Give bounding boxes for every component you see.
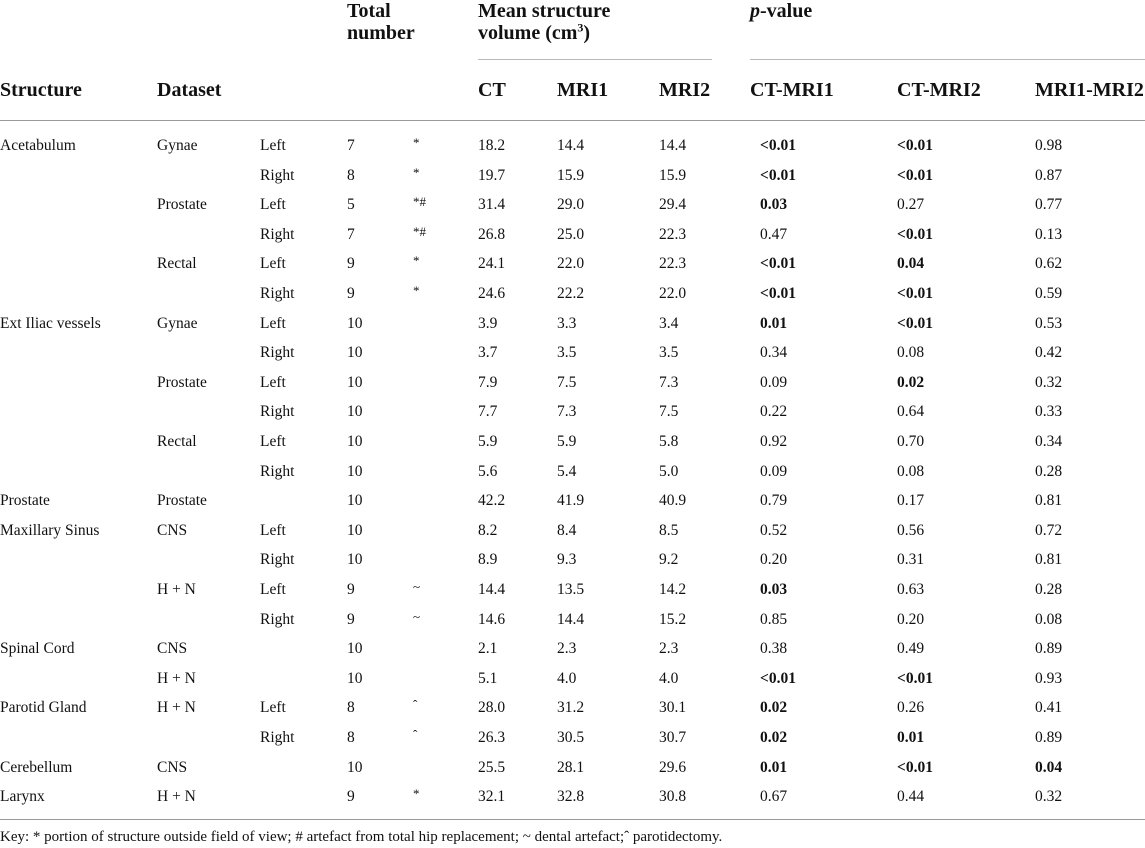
table-row [0, 664, 1145, 694]
cell-ct: 8.2 [478, 521, 498, 539]
cell-note: * [413, 164, 420, 180]
cell-p-ct-mri1: 0.03 [760, 196, 788, 214]
cell-total-number: 10 [347, 344, 363, 362]
cell-ct: 7.7 [478, 403, 498, 421]
header-pvalue-p: p [750, 0, 760, 22]
header-mean-volume [478, 0, 610, 44]
cell-ct: 3.7 [478, 344, 498, 362]
cell-p-ct-mri2: 0.08 [897, 462, 925, 480]
cell-dataset: Gynae [157, 137, 198, 154]
cell-ct: 18.2 [478, 137, 506, 154]
cell-mri2: 5.8 [659, 433, 679, 450]
header-total-line1: Total [347, 0, 391, 22]
cell-mri1: 15.9 [557, 166, 585, 184]
cell-mri2: 8.5 [659, 521, 679, 539]
header-rule-pvalue [750, 59, 1145, 60]
cell-dataset: Rectal [157, 433, 197, 450]
cell-p-ct-mri2: <0.01 [897, 285, 933, 302]
header-rule-mean [478, 59, 712, 60]
header-ct-mri1: CT-MRI1 [750, 79, 834, 101]
cell-total-number: 5 [347, 196, 355, 214]
cell-mri1: 7.3 [557, 403, 577, 421]
cell-p-ct-mri2: 0.31 [897, 551, 925, 569]
cell-side: Right [260, 551, 295, 569]
header-structure: Structure [0, 79, 82, 101]
cell-ct: 24.6 [478, 285, 506, 302]
cell-p-ct-mri2: <0.01 [897, 669, 933, 687]
cell-p-ct-mri1: 0.85 [760, 610, 788, 628]
cell-side: Left [260, 137, 286, 154]
cell-dataset: Rectal [157, 255, 197, 273]
cell-p-ct-mri1: <0.01 [760, 255, 796, 273]
cell-ct: 26.8 [478, 225, 506, 243]
table-row [0, 161, 1145, 191]
cell-side: Right [260, 166, 295, 184]
cell-mri2: 3.5 [659, 344, 679, 362]
table-row [0, 486, 1145, 516]
cell-side: Right [260, 729, 295, 746]
cell-total-number: 8 [347, 166, 355, 184]
cell-total-number: 9 [347, 788, 355, 806]
header-mean-prefix: volume (cm [478, 22, 578, 44]
cell-p-ct-mri1: 0.01 [760, 314, 788, 332]
cell-p-mri1-mri2: 0.34 [1035, 433, 1063, 450]
table-row [0, 457, 1145, 487]
cell-p-ct-mri1: 0.47 [760, 225, 788, 243]
cell-total-number: 10 [347, 758, 363, 776]
cell-ct: 5.9 [478, 433, 498, 450]
cell-dataset: H + N [157, 581, 196, 598]
header-pvalue [750, 0, 812, 22]
cell-note: * [413, 283, 420, 298]
table-bottom-rule [0, 819, 1145, 820]
cell-structure: Acetabulum [0, 137, 76, 154]
table-row [0, 427, 1145, 457]
cell-p-mri1-mri2: 0.28 [1035, 462, 1063, 480]
cell-p-mri1-mri2: 0.41 [1035, 699, 1063, 717]
cell-p-mri1-mri2: 0.32 [1035, 373, 1063, 391]
cell-p-ct-mri1: 0.79 [760, 492, 788, 510]
cell-p-mri1-mri2: 0.87 [1035, 166, 1063, 184]
cell-ct: 8.9 [478, 551, 498, 569]
cell-total-number: 10 [347, 492, 363, 510]
cell-mri1: 22.0 [557, 255, 585, 273]
cell-p-ct-mri1: 0.22 [760, 403, 788, 421]
cell-mri2: 29.4 [659, 196, 687, 214]
cell-ct: 19.7 [478, 166, 506, 184]
table-row [0, 634, 1145, 664]
cell-mri2: 3.4 [659, 314, 679, 332]
cell-mri2: 7.3 [659, 373, 679, 391]
cell-note: ˆ [413, 727, 418, 742]
cell-total-number: 10 [347, 314, 363, 332]
header-ct-mri2: CT-MRI2 [897, 79, 981, 101]
cell-mri1: 2.3 [557, 640, 577, 658]
cell-total-number: 10 [347, 403, 363, 421]
cell-dataset: H + N [157, 788, 196, 806]
table-row [0, 753, 1145, 783]
cell-p-ct-mri2: 0.02 [897, 373, 925, 391]
cell-mri2: 15.2 [659, 610, 687, 628]
table-row [0, 397, 1145, 427]
cell-ct: 26.3 [478, 729, 506, 746]
cell-p-ct-mri2: <0.01 [897, 758, 933, 776]
cell-total-number: 10 [347, 433, 363, 450]
cell-p-ct-mri2: <0.01 [897, 225, 933, 243]
table-row [0, 605, 1145, 635]
header-dataset: Dataset [157, 79, 222, 101]
cell-dataset: Prostate [157, 196, 207, 214]
cell-mri1: 41.9 [557, 492, 585, 510]
cell-mri2: 22.3 [659, 225, 687, 243]
cell-p-ct-mri1: 0.38 [760, 640, 788, 658]
cell-dataset: Prostate [157, 373, 207, 391]
cell-p-ct-mri2: 0.70 [897, 433, 925, 450]
header-mean-line2 [478, 22, 610, 44]
cell-p-ct-mri2: 0.26 [897, 699, 925, 717]
cell-p-ct-mri2: <0.01 [897, 166, 933, 184]
cell-note: ~ [413, 608, 421, 624]
cell-mri1: 9.3 [557, 551, 577, 569]
cell-p-mri1-mri2: 0.77 [1035, 196, 1063, 214]
cell-p-ct-mri1: 0.92 [760, 433, 788, 450]
cell-p-ct-mri2: <0.01 [897, 314, 933, 332]
cell-mri2: 9.2 [659, 551, 679, 569]
cell-p-mri1-mri2: 0.62 [1035, 255, 1063, 273]
table-row [0, 368, 1145, 398]
cell-note: *# [413, 194, 426, 210]
cell-p-mri1-mri2: 0.42 [1035, 344, 1063, 362]
cell-p-mri1-mri2: 0.89 [1035, 729, 1063, 746]
cell-dataset: H + N [157, 699, 196, 717]
cell-mri2: 14.2 [659, 581, 687, 598]
cell-side: Right [260, 462, 295, 480]
cell-mri1: 4.0 [557, 669, 577, 687]
cell-p-ct-mri1: <0.01 [760, 285, 796, 302]
cell-p-mri1-mri2: 0.13 [1035, 225, 1063, 243]
cell-mri1: 14.4 [557, 610, 585, 628]
table-row [0, 545, 1145, 575]
cell-p-ct-mri1: 0.09 [760, 462, 788, 480]
cell-p-ct-mri2: 0.44 [897, 788, 925, 806]
cell-mri1: 3.3 [557, 314, 577, 332]
cell-p-mri1-mri2: 0.93 [1035, 669, 1063, 687]
cell-p-ct-mri2: 0.63 [897, 581, 925, 598]
header-ct: CT [478, 79, 506, 101]
table-row [0, 131, 1145, 161]
header-total-number [347, 0, 415, 44]
cell-structure: Spinal Cord [0, 640, 75, 658]
cell-side: Left [260, 699, 286, 717]
cell-p-ct-mri1: <0.01 [760, 166, 796, 184]
cell-side: Left [260, 314, 286, 332]
cell-total-number: 10 [347, 462, 363, 480]
cell-ct: 24.1 [478, 255, 506, 273]
cell-p-mri1-mri2: 0.08 [1035, 610, 1063, 628]
cell-p-ct-mri2: 0.64 [897, 403, 925, 421]
cell-ct: 42.2 [478, 492, 506, 510]
cell-dataset: CNS [157, 521, 188, 539]
cell-p-mri1-mri2: 0.28 [1035, 581, 1063, 598]
cell-ct: 7.9 [478, 373, 498, 391]
cell-total-number: 9 [347, 285, 355, 302]
cell-note: * [413, 253, 420, 269]
cell-ct: 14.4 [478, 581, 506, 598]
cell-note: * [413, 135, 420, 150]
cell-total-number: 7 [347, 225, 355, 243]
cell-p-ct-mri2: 0.56 [897, 521, 925, 539]
cell-total-number: 10 [347, 669, 363, 687]
cell-p-ct-mri1: 0.67 [760, 788, 788, 806]
cell-mri2: 30.7 [659, 729, 687, 746]
cell-p-ct-mri2: 0.27 [897, 196, 925, 214]
cell-p-mri1-mri2: 0.72 [1035, 521, 1063, 539]
cell-p-ct-mri1: 0.02 [760, 729, 788, 746]
cell-total-number: 9 [347, 610, 355, 628]
cell-p-mri1-mri2: 0.81 [1035, 551, 1063, 569]
cell-p-mri1-mri2: 0.04 [1035, 758, 1063, 776]
cell-p-ct-mri1: 0.03 [760, 581, 788, 598]
cell-mri1: 8.4 [557, 521, 577, 539]
header-mri2: MRI2 [659, 79, 711, 101]
cell-p-mri1-mri2: 0.33 [1035, 403, 1063, 421]
cell-structure: Ext Iliac vessels [0, 314, 101, 332]
cell-side: Right [260, 225, 295, 243]
cell-structure: Prostate [0, 492, 50, 510]
cell-structure: Maxillary Sinus [0, 521, 100, 539]
header-total-line2: number [347, 22, 415, 44]
cell-note: ~ [413, 579, 421, 594]
header-mean-line1: Mean structure [478, 0, 611, 22]
cell-mri2: 29.6 [659, 758, 687, 776]
cell-mri1: 31.2 [557, 699, 585, 717]
cell-side: Left [260, 521, 286, 539]
cell-mri1: 5.9 [557, 433, 577, 450]
cell-side: Left [260, 373, 286, 391]
cell-p-ct-mri1: 0.02 [760, 699, 788, 717]
cell-mri2: 5.0 [659, 462, 679, 480]
cell-mri2: 30.1 [659, 699, 687, 717]
cell-p-ct-mri1: 0.34 [760, 344, 788, 362]
cell-p-mri1-mri2: 0.89 [1035, 640, 1063, 658]
cell-mri1: 5.4 [557, 462, 577, 480]
cell-total-number: 7 [347, 137, 355, 154]
cell-mri2: 4.0 [659, 669, 679, 687]
cell-p-ct-mri2: 0.17 [897, 492, 925, 510]
cell-side: Left [260, 196, 286, 214]
header-bottom-rule [0, 120, 1145, 121]
table-row [0, 693, 1145, 723]
cell-dataset: CNS [157, 758, 188, 776]
cell-p-ct-mri2: 0.01 [897, 729, 925, 746]
cell-mri2: 2.3 [659, 640, 679, 658]
cell-total-number: 8 [347, 699, 355, 717]
cell-p-ct-mri1: 0.01 [760, 758, 788, 776]
cell-p-ct-mri1: 0.20 [760, 551, 788, 569]
cell-dataset: H + N [157, 669, 196, 687]
table-row [0, 516, 1145, 546]
header-mean-suffix: ) [583, 22, 591, 44]
cell-p-ct-mri2: 0.20 [897, 610, 925, 628]
header-pvalue-rest: -value [760, 0, 813, 22]
cell-mri1: 30.5 [557, 729, 585, 746]
cell-p-ct-mri1: 0.52 [760, 521, 788, 539]
cell-p-mri1-mri2: 0.59 [1035, 285, 1063, 302]
cell-structure: Parotid Gland [0, 699, 87, 717]
cell-mri2: 14.4 [659, 137, 687, 154]
table-row [0, 309, 1145, 339]
cell-mri2: 22.3 [659, 255, 687, 273]
cell-mri2: 30.8 [659, 788, 687, 806]
table-row [0, 249, 1145, 279]
cell-p-ct-mri1: 0.09 [760, 373, 788, 391]
cell-mri2: 22.0 [659, 285, 687, 302]
header-mri1-mri2: MRI1-MRI2 [1035, 79, 1144, 101]
header-mri1: MRI1 [557, 79, 609, 101]
cell-total-number: 10 [347, 551, 363, 569]
cell-ct: 28.0 [478, 699, 506, 717]
cell-side: Left [260, 581, 286, 598]
cell-p-ct-mri2: 0.49 [897, 640, 925, 658]
cell-side: Left [260, 433, 286, 450]
cell-mri1: 28.1 [557, 758, 585, 776]
cell-side: Right [260, 610, 295, 628]
table-row [0, 190, 1145, 220]
cell-total-number: 10 [347, 373, 363, 391]
cell-side: Left [260, 255, 286, 273]
cell-ct: 5.6 [478, 462, 498, 480]
cell-ct: 31.4 [478, 196, 506, 214]
table-row [0, 575, 1145, 605]
table-row [0, 782, 1145, 812]
cell-note: *# [413, 223, 426, 239]
cell-p-ct-mri1: <0.01 [760, 137, 796, 154]
cell-total-number: 9 [347, 255, 355, 273]
cell-note: * [413, 786, 420, 802]
cell-total-number: 8 [347, 729, 355, 746]
cell-total-number: 10 [347, 521, 363, 539]
cell-p-ct-mri2: <0.01 [897, 137, 933, 154]
cell-total-number: 9 [347, 581, 355, 598]
cell-side: Right [260, 285, 295, 302]
cell-mri1: 14.4 [557, 137, 585, 154]
cell-dataset: CNS [157, 640, 188, 658]
cell-p-mri1-mri2: 0.98 [1035, 137, 1063, 154]
table-row [0, 279, 1145, 309]
cell-p-ct-mri2: 0.08 [897, 344, 925, 362]
cell-ct: 2.1 [478, 640, 498, 658]
cell-p-mri1-mri2: 0.81 [1035, 492, 1063, 510]
cell-mri1: 29.0 [557, 196, 585, 214]
cell-mri2: 7.5 [659, 403, 679, 421]
table-row [0, 723, 1145, 753]
cell-ct: 32.1 [478, 788, 506, 806]
cell-mri2: 15.9 [659, 166, 687, 184]
cell-mri1: 13.5 [557, 581, 585, 598]
cell-structure: Cerebellum [0, 758, 73, 776]
cell-p-ct-mri1: <0.01 [760, 669, 796, 687]
cell-ct: 5.1 [478, 669, 498, 687]
header-mean-sup: 3 [577, 20, 584, 35]
cell-note: ˆ [413, 697, 418, 713]
table-row [0, 220, 1145, 250]
cell-ct: 25.5 [478, 758, 506, 776]
cell-mri1: 32.8 [557, 788, 585, 806]
cell-dataset: Prostate [157, 492, 207, 510]
cell-p-mri1-mri2: 0.32 [1035, 788, 1063, 806]
cell-ct: 3.9 [478, 314, 498, 332]
cell-mri1: 22.2 [557, 285, 585, 302]
footnote-key: Key: * portion of structure outside field of view; # artefact from total hip replacement; ~ dental artefact;ˆ parotidectomy. [0, 829, 723, 845]
cell-mri1: 7.5 [557, 373, 577, 391]
cell-p-mri1-mri2: 0.53 [1035, 314, 1063, 332]
cell-mri2: 40.9 [659, 492, 687, 510]
cell-p-ct-mri2: 0.04 [897, 255, 925, 273]
cell-mri1: 3.5 [557, 344, 577, 362]
cell-mri1: 25.0 [557, 225, 585, 243]
cell-side: Right [260, 403, 295, 421]
table-row [0, 338, 1145, 368]
cell-total-number: 10 [347, 640, 363, 658]
cell-structure: Larynx [0, 788, 45, 806]
cell-ct: 14.6 [478, 610, 506, 628]
cell-dataset: Gynae [157, 314, 198, 332]
cell-side: Right [260, 344, 295, 362]
